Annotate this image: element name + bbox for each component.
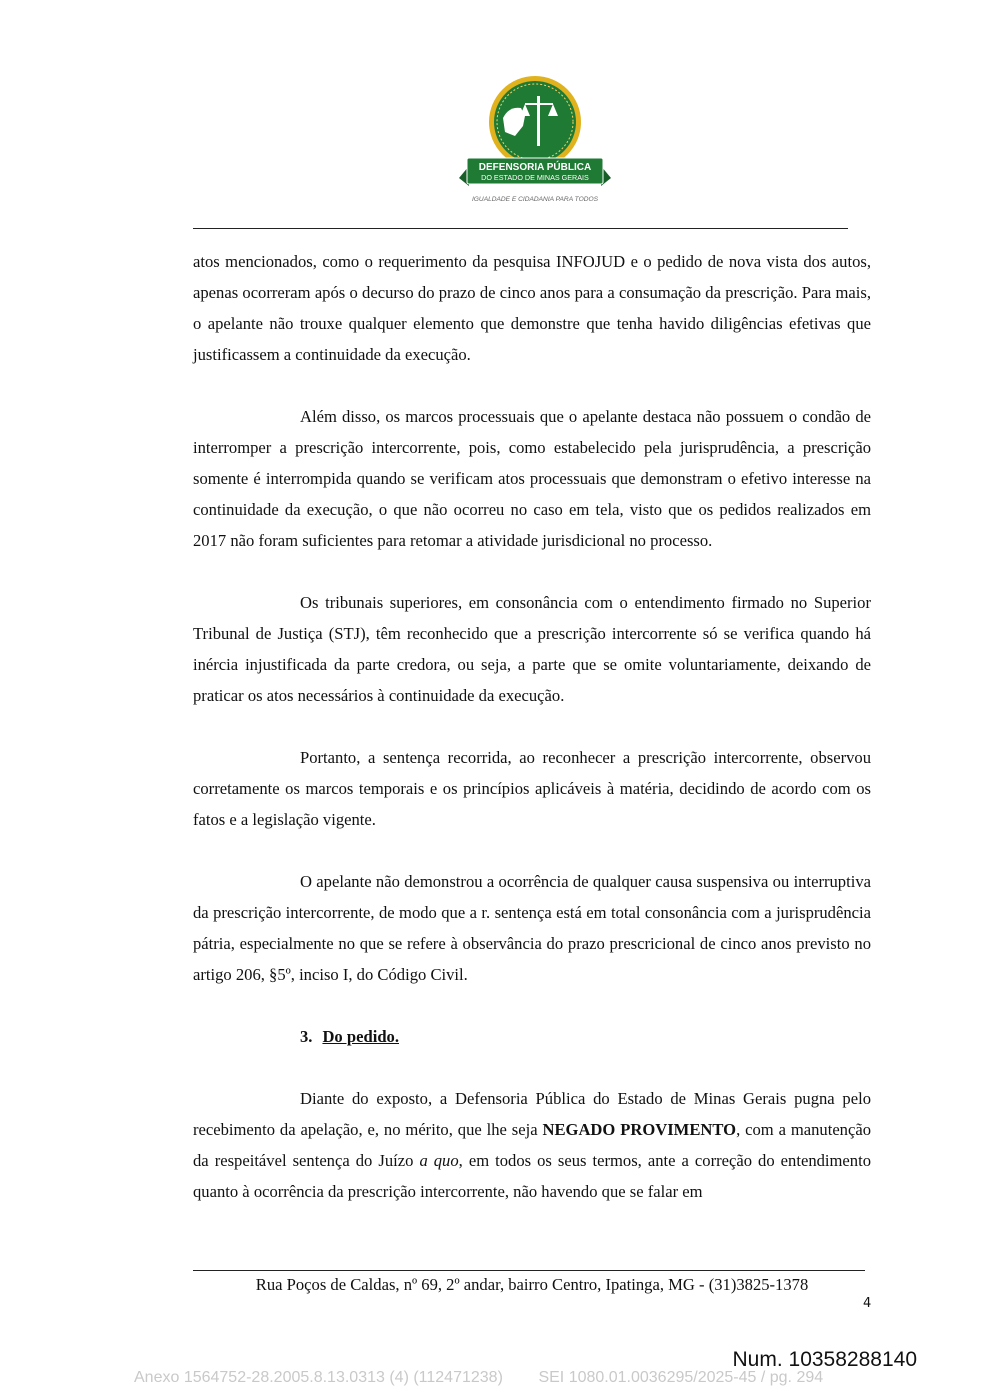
paragraph-6-text-b: , com a manutenção da respeitável sentença do Juízo [193,1120,872,1170]
paragraph-6-italic: a quo [419,1151,459,1170]
paragraph-3: Os tribunais superiores, em consonância com o entendimento firmado no Superior Tribunal de Justiça (STJ), têm reconhecido que a prescrição intercorrente só se verifica quando há inércia injustificada da parte credora, ou seja, a parte que se omite voluntariamente, deixando de praticar os atos necessários à continuidade da execução. [193,593,871,705]
section-number: 3. [300,1027,313,1046]
svg-text:DO ESTADO DE MINAS GERAIS: DO ESTADO DE MINAS GERAIS [481,173,589,182]
footer-rule [193,1270,865,1271]
document-number: Num. 10358288140 [732,1348,917,1371]
svg-text:DEFENSORIA PÚBLICA: DEFENSORIA PÚBLICA [478,162,592,173]
paragraph-6 [193,1083,871,1207]
paragraph-6-bold: NEGADO PROVIMENTO [542,1120,737,1139]
header-rule [193,228,848,229]
paragraph-2: Além disso, os marcos processuais que o apelante destaca não possuem o condão de interromper a prescrição intercorrente, pois, como estabelecido pela jurisprudência, a prescrição somente é interrompida quando se verificam atos processuais que demonstram o efetivo interesse na continuidade da execução, o que não ocorreu no caso em tela, visto que os pedidos realizados em 2017 não foram suficientes para retomar a atividade jurisdicional no processo. [193,407,871,550]
paragraph-1: atos mencionados, como o requerimento da pesquisa INFOJUD e o pedido de nova vista dos autos, apenas ocorreram após o decurso do prazo de cinco anos para a consumação da prescrição. Para mais, o apelante não trouxe qualquer elemento que demonstre que tenha havido diligências efetivas que justificassem a continuidade da execução. [193,252,871,364]
defensoria-logo [455,74,615,214]
document-body [193,246,871,1207]
paragraph-6-text-c: , em todos os seus termos, ante a correção do entendimento quanto à ocorrência da prescrição intercorrente, não havendo que se falar em [193,1151,872,1201]
footer-address: Rua Poços de Caldas, nº 69, 2º andar, bairro Centro, Ipatinga, MG - (31)3825-1378 [255,1275,809,1294]
paragraph-4: Portanto, a sentença recorrida, ao reconhecer a prescrição intercorrente, observou corretamente os marcos temporais e os princípios aplicáveis à matéria, decidindo de acordo com os fatos e a legislação vigente. [193,748,871,829]
page-number: 4 [863,1296,872,1311]
section-title: Do pedido. [322,1027,399,1046]
section-heading [300,1021,871,1052]
paragraph-5: O apelante não demonstrou a ocorrência de qualquer causa suspensiva ou interruptiva da prescrição intercorrente, de modo que a r. sentença está em total consonância com a jurisprudência pátria, especialmente no que se refere à observância do prazo prescricional de cinco anos previsto no artigo 206, §5º, inciso I, do Código Civil. [193,872,871,984]
svg-text:IGUALDADE E CIDADANIA PARA TOD: IGUALDADE E CIDADANIA PARA TODOS [471,196,599,203]
paragraph-6-text-a: Diante do exposto, a Defensoria Pública do Estado de Minas Gerais pugna pelo recebimento da apelação, e, no mérito, que lhe seja [193,1089,871,1139]
annex-stamp: Anexo 1564752-28.2005.8.13.0313 (4) (112471238) SEI 1080.01.0036295/2025-45 / pg. 294 [134,1369,824,1386]
